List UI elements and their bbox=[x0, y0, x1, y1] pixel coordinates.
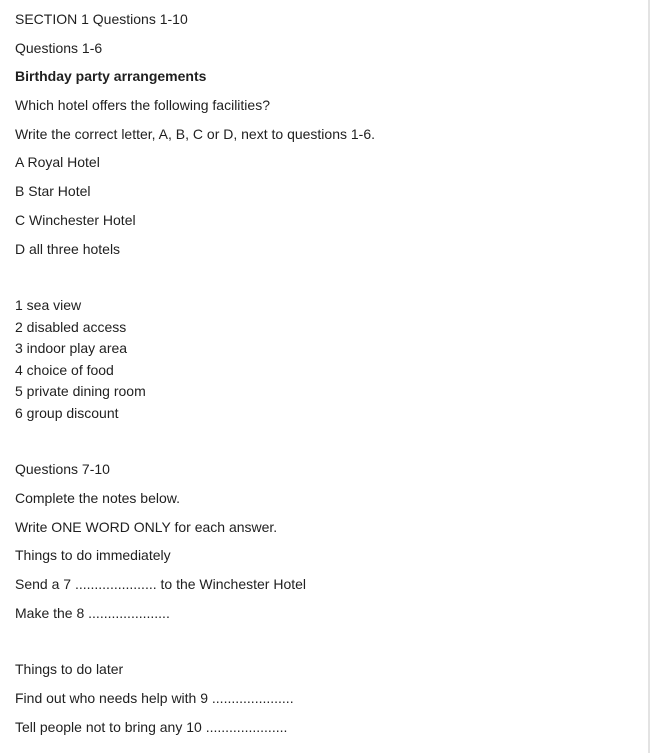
facility-question: 4 choice of food bbox=[15, 361, 114, 378]
part1-heading: Questions 1-6 bbox=[15, 39, 103, 56]
part1-instruction: Write the correct letter, A, B, C or D, next to questions 1-6. bbox=[15, 125, 376, 142]
hotel-options bbox=[15, 153, 638, 268]
hotel-option: B Star Hotel bbox=[15, 183, 91, 200]
document-body bbox=[15, 10, 638, 746]
hotel-option: C Winchester Hotel bbox=[15, 211, 136, 228]
note-line: Find out who needs help with 9 ..................... bbox=[15, 690, 294, 706]
note-line: Make the 8 ..................... bbox=[15, 604, 170, 621]
part2-heading: Questions 7-10 bbox=[15, 461, 110, 478]
part2-word-limit: Write ONE WORD ONLY for each answer. bbox=[15, 518, 278, 535]
part1-topic: Birthday party arrangements bbox=[15, 68, 207, 85]
section-title: SECTION 1 Questions 1-10 bbox=[15, 11, 188, 27]
note-line: Send a 7 ..................... to the Winchester Hotel bbox=[15, 575, 307, 592]
immediately-title: Things to do immediately bbox=[15, 547, 171, 564]
note-line: Tell people not to bring any 10 ..................... bbox=[15, 718, 288, 735]
hotel-option: D all three hotels bbox=[15, 240, 121, 257]
hotel-option: A Royal Hotel bbox=[15, 154, 100, 171]
spacer bbox=[15, 425, 638, 460]
later-title: Things to do later bbox=[15, 661, 124, 678]
spacer bbox=[15, 632, 638, 660]
facility-question: 5 private dining room bbox=[15, 383, 146, 400]
spacer bbox=[15, 268, 638, 296]
part2-instruction: Complete the notes below. bbox=[15, 489, 180, 506]
facility-question: 1 sea view bbox=[15, 297, 82, 314]
facility-questions bbox=[15, 296, 638, 425]
facility-question: 3 indoor play area bbox=[15, 340, 128, 357]
part1-question: Which hotel offers the following facilities? bbox=[15, 97, 270, 114]
facility-question: 2 disabled access bbox=[15, 318, 127, 335]
facility-question: 6 group discount bbox=[15, 404, 119, 421]
